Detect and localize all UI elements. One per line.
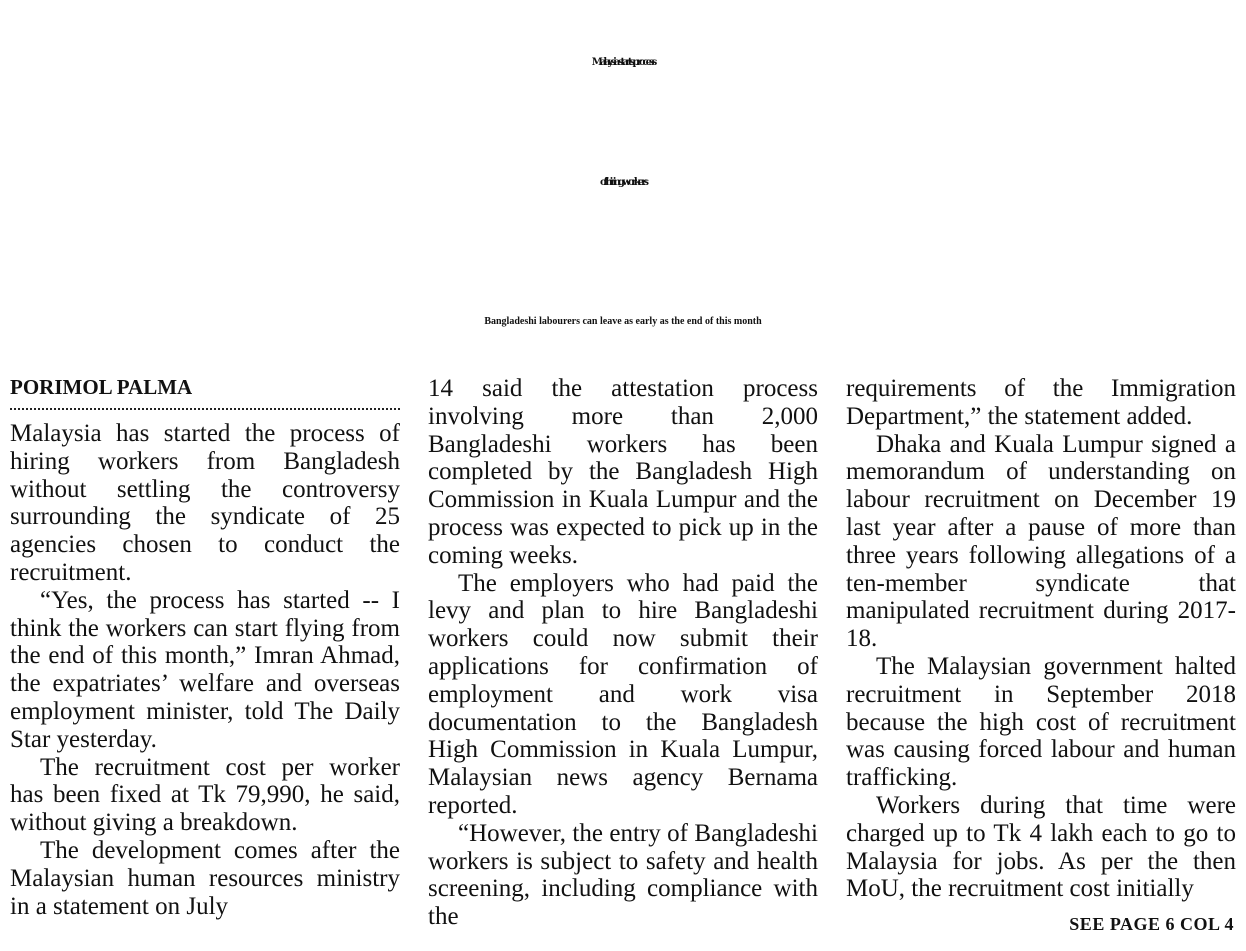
- article-column-2: [428, 375, 818, 940]
- article-column-1: [10, 375, 400, 940]
- paragraph: The development comes after the Malaysian human resources ministry in a statement on July: [10, 836, 400, 920]
- headline-line-2: of hiring workers: [599, 177, 647, 188]
- continued-on-page-link[interactable]: SEE PAGE 6 COL 4: [1069, 914, 1234, 934]
- paragraph: “Yes, the process has started -- I think the workers can start flying from the end of this month,” Imran Ahmad, the expatriates’ welfare and overseas employment minister, told The Daily Star yesterday.: [10, 586, 400, 753]
- paragraph: Workers during that time were charged up to Tk 4 lakh each to go to Malaysia for jobs. As per the then MoU, the recruitment cost initially: [846, 791, 1236, 903]
- paragraph: “However, the entry of Bangladeshi workers is subject to safety and health screening, including compliance with the: [428, 819, 818, 931]
- paragraph: requirements of the Immigration Department,” the statement added.: [846, 375, 1236, 430]
- subheadline: Bangladeshi labourers can leave as early as the end of this month: [484, 316, 762, 327]
- headline-line-1: Malaysia starts process: [591, 57, 655, 68]
- paragraph: 14 said the attestation process involving more than 2,000 Bangladeshi workers has been completed by the Bangladesh High Commission in Kuala Lumpur and the process was expected to pick up in the coming weeks.: [428, 375, 818, 569]
- byline: PORIMOL PALMA: [10, 375, 400, 410]
- paragraph: Dhaka and Kuala Lumpur signed a memorandum of understanding on labour recruitment on December 19 last year after a pause of more than three years following allegations of a ten-member syndicate that manipulated recruitment during 2017-18.: [846, 430, 1236, 653]
- paragraph: Malaysia has started the process of hiring workers from Bangladesh without settling the controversy surrounding the syndicate of 25 agencies chosen to conduct the recruitment.: [10, 420, 400, 586]
- paragraph: The employers who had paid the levy and plan to hire Bangladeshi workers could now submit their applications for confirmation of employment and work visa documentation to the Bangladesh High Commission in Kuala Lumpur, Malaysian news agency Bernama reported.: [428, 569, 818, 819]
- paragraph: The recruitment cost per worker has been fixed at Tk 79,990, he said, without giving a breakdown.: [10, 753, 400, 837]
- article-column-3: [846, 375, 1236, 940]
- paragraph: The Malaysian government halted recruitment in September 2018 because the high cost of recruitment was causing forced labour and human trafficking.: [846, 652, 1236, 792]
